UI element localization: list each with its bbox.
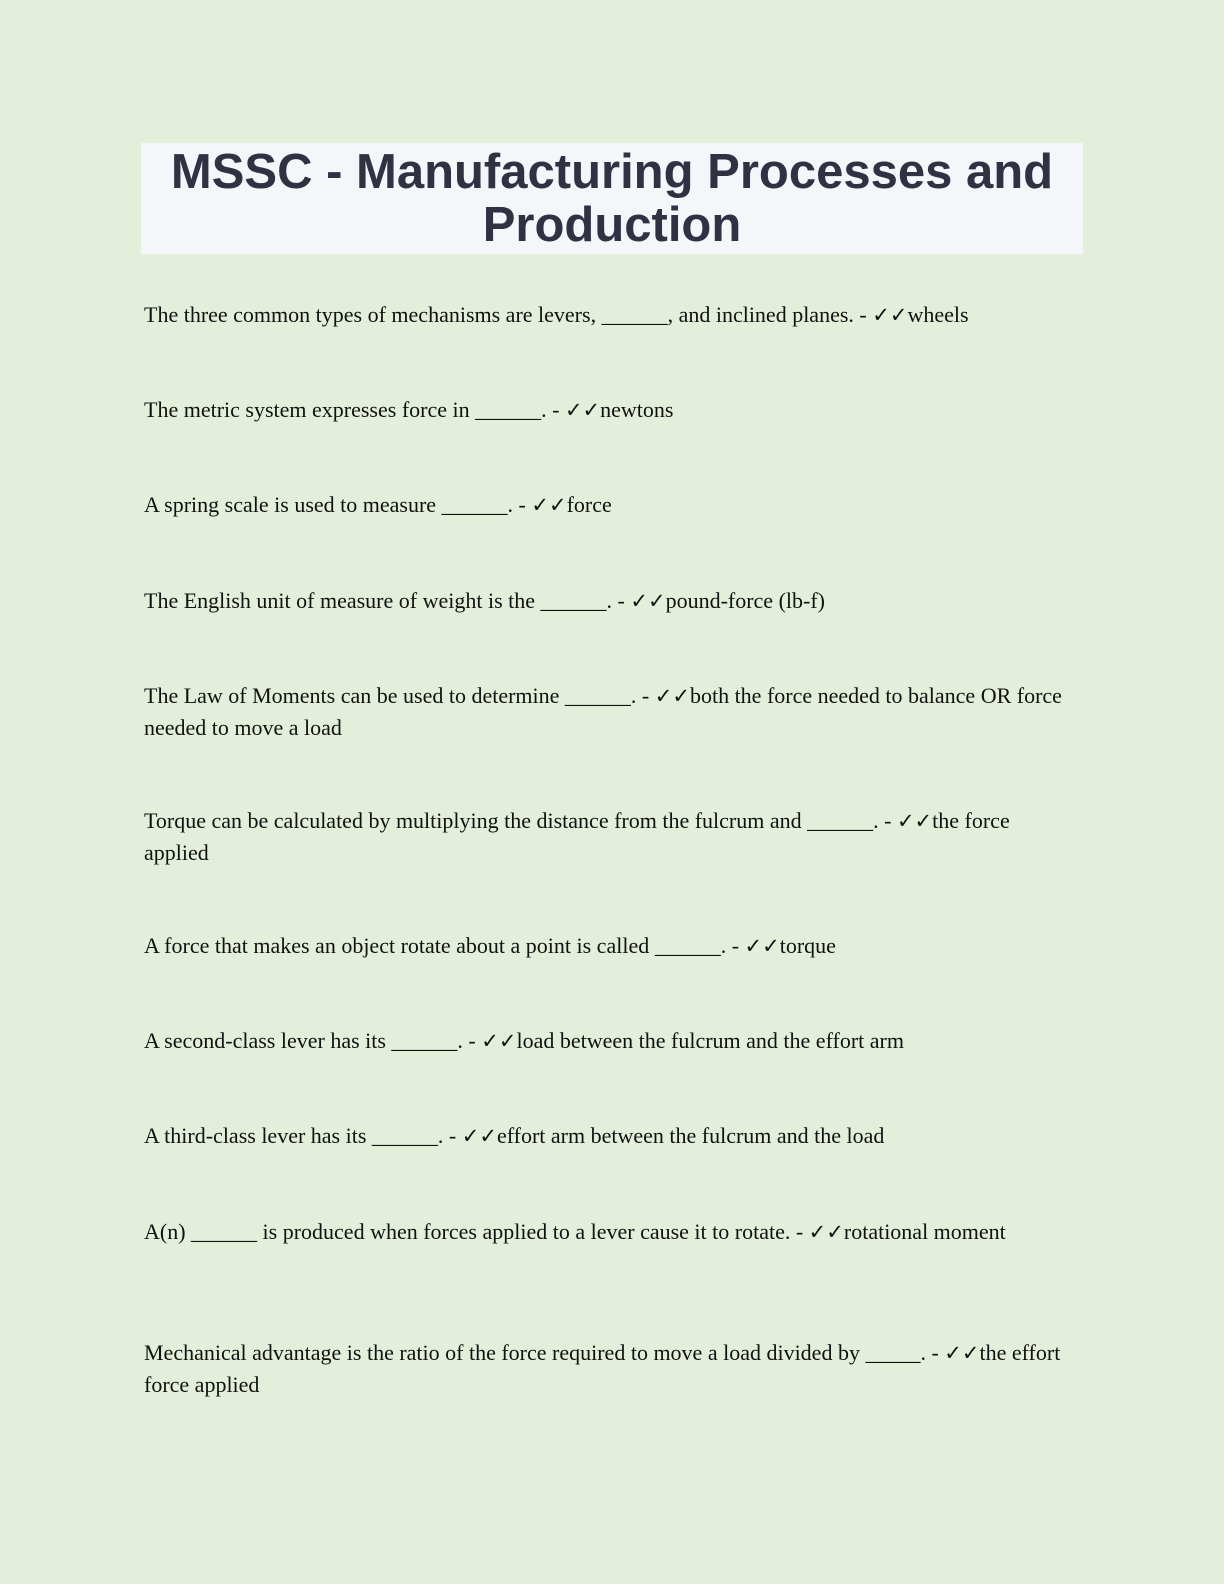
question-text: A force that makes an object rotate about a point is called ______. - xyxy=(144,933,745,958)
list-item xyxy=(144,1120,1064,1152)
check-icon: ✓✓ xyxy=(481,1029,517,1053)
answer-text: torque xyxy=(779,933,836,958)
list-item xyxy=(144,930,1064,962)
question-text: The Law of Moments can be used to determine ______. - xyxy=(144,683,655,708)
answer-text: the force applied xyxy=(144,808,1010,865)
list-item xyxy=(144,299,1064,331)
list-item xyxy=(144,1216,1064,1248)
check-icon: ✓✓ xyxy=(896,809,933,833)
check-icon: ✓✓ xyxy=(531,493,567,517)
answer-text: effort arm between the fulcrum and the load xyxy=(496,1123,885,1148)
question-text: A third-class lever has its ______. - xyxy=(144,1123,462,1148)
page-title: MSSC - Manufacturing Processes and Production xyxy=(170,144,1054,252)
answer-text: force xyxy=(566,492,612,517)
question-text: The three common types of mechanisms are levers, ______, and inclined planes. - xyxy=(144,302,873,327)
answer-text: load between the fulcrum and the effort arm xyxy=(516,1028,904,1053)
list-item xyxy=(144,680,1064,743)
question-text: A(n) ______ is produced when forces applied to a lever cause it to rotate. - xyxy=(144,1219,809,1244)
answer-text: newtons xyxy=(600,397,674,422)
question-text: The metric system expresses force in ______. - xyxy=(144,397,565,422)
list-item xyxy=(144,585,1064,617)
list-item xyxy=(144,1337,1064,1400)
list-item xyxy=(144,489,1064,521)
answer-text: both the force needed to balance OR force needed to move a load xyxy=(144,683,1062,740)
check-icon: ✓✓ xyxy=(808,1220,844,1244)
answer-text: the effort force applied xyxy=(144,1340,1061,1397)
check-icon: ✓✓ xyxy=(654,684,690,708)
check-icon: ✓✓ xyxy=(630,589,666,613)
list-item xyxy=(144,394,1064,426)
check-icon: ✓✓ xyxy=(944,1341,980,1365)
answer-text: pound-force (lb-f) xyxy=(665,588,825,613)
question-text: A second-class lever has its ______. - xyxy=(144,1028,482,1053)
check-icon: ✓✓ xyxy=(461,1124,497,1148)
title-banner xyxy=(141,143,1083,254)
question-text: Torque can be calculated by multiplying the distance from the fulcrum and ______. - xyxy=(144,808,897,833)
question-text: The English unit of measure of weight is the ______. - xyxy=(144,588,631,613)
list-item xyxy=(144,1025,1064,1057)
answer-text: wheels xyxy=(907,302,969,327)
question-text: Mechanical advantage is the ratio of the force required to move a load divided by _____. - xyxy=(144,1340,945,1365)
question-text: A spring scale is used to measure ______. - xyxy=(144,492,532,517)
check-icon: ✓✓ xyxy=(744,934,780,958)
list-item xyxy=(144,805,1064,868)
check-icon: ✓✓ xyxy=(872,303,908,327)
answer-text: rotational moment xyxy=(843,1219,1006,1244)
check-icon: ✓✓ xyxy=(564,398,601,422)
